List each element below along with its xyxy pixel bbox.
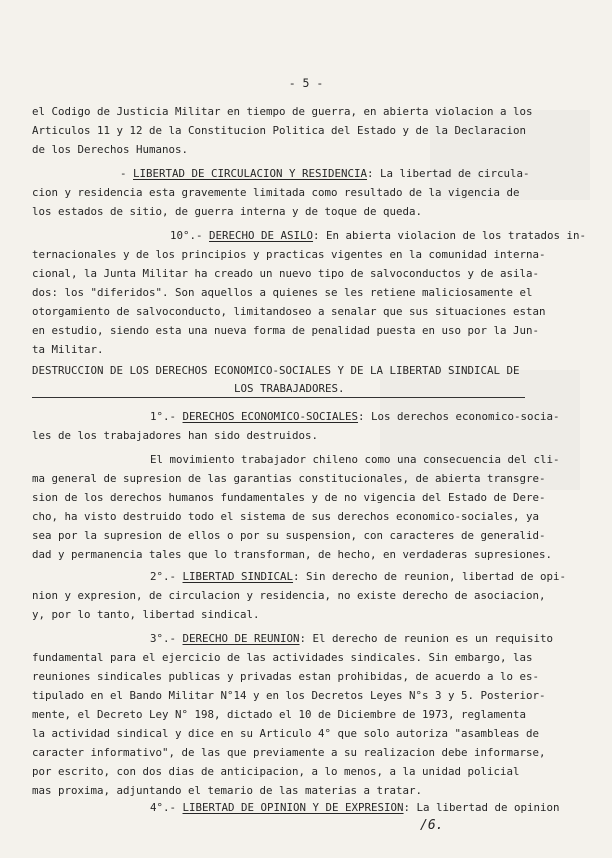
section-derecho-reunion-first-line: 3°.- DERECHO DE REUNION: El derecho de reunion es un requisito (150, 632, 554, 645)
text-line: de los Derechos Humanos. (32, 143, 189, 156)
section-derechos-economicos-first-line: 1°.- DERECHOS ECONOMICO-SOCIALES: Los derechos economico-socia- (150, 410, 560, 423)
text-line: dos: los "diferidos". Son aquellos a quienes se les retiene maliciosamente el (32, 286, 533, 299)
section-heading: DERECHO DE ASILO (209, 229, 314, 242)
text-line: los estados de sitio, de guerra interna y de toque de queda. (32, 205, 423, 218)
text-line: reuniones sindicales publicas y privadas estan prohibidas, de acuerdo a lo es- (32, 670, 540, 683)
section-title-underline (32, 397, 525, 398)
text-line: ma general de supresion de las garantias constitucionales, de abierta transgre- (32, 472, 546, 485)
text-line: fundamental para el ejercicio de las actividades sindicales. Sin embargo, las (32, 651, 533, 664)
text-line: Articulos 11 y 12 de la Constitucion Politica del Estado y de la Declaracion (32, 124, 527, 137)
section-heading: DERECHO DE REUNION (182, 632, 300, 645)
text-line: dad y permanencia tales que lo transforman, de hecho, en verdaderas supresiones. (32, 548, 553, 561)
section-title-line: DESTRUCCION DE LOS DERECHOS ECONOMICO-SOCIALES Y DE LA LIBERTAD SINDICAL DE (32, 364, 520, 377)
text-line: ternacionales y de los principios y practicas vigentes en la comunidad interna- (32, 248, 546, 261)
section-heading: LIBERTAD DE CIRCULACION Y RESIDENCIA (133, 167, 368, 180)
section-derecho-asilo-first-line: 10°.- DERECHO DE ASILO: En abierta violacion de los tratados in- (170, 229, 587, 242)
text-line: el Codigo de Justicia Militar en tiempo de guerra, en abierta violacion a los (32, 105, 533, 118)
text-line: la actividad sindical y dice en su Articulo 4° que solo autoriza "asambleas de (32, 727, 540, 740)
text-line: sea por la supresion de ellos o por su suspension, con caracteres de generalid- (32, 529, 546, 542)
text-line: cion y residencia esta gravemente limitada como resultado de la vigencia de (32, 186, 520, 199)
text-line: otorgamiento de salvoconducto, limitandoseo a senalar que sus situaciones estan (32, 305, 546, 318)
page-number: - 5 - (288, 76, 324, 90)
section-libertad-circulacion-first-line: - LIBERTAD DE CIRCULACION Y RESIDENCIA: La libertad de circula- (120, 167, 530, 180)
next-page-mark: /6. (420, 818, 444, 833)
section-libertad-sindical-first-line: 2°.- LIBERTAD SINDICAL: Sin derecho de reunion, libertad de opi- (150, 570, 567, 583)
text-line: El movimiento trabajador chileno como una consecuencia del cli- (150, 453, 560, 466)
text-line: sion de los derechos humanos fundamentales y de no vigencia del Estado de Dere- (32, 491, 546, 504)
section-heading: LIBERTAD SINDICAL (182, 570, 294, 583)
section-heading: LIBERTAD DE OPINION Y DE EXPRESION (182, 801, 404, 814)
text-line: mente, el Decreto Ley N° 198, dictado el 10 de Diciembre de 1973, reglamenta (32, 708, 527, 721)
text-line: nion y expresion, de circulacion y residencia, no existe derecho de asociacion, (32, 589, 546, 602)
text-line: en estudio, siendo esta una nueva forma de penalidad puesta en uso por la Jun- (32, 324, 540, 337)
section-heading: DERECHOS ECONOMICO-SOCIALES (182, 410, 359, 423)
section-libertad-opinion-first-line: 4°.- LIBERTAD DE OPINION Y DE EXPRESION: La libertad de opinion (150, 801, 560, 814)
text-line: les de los trabajadores han sido destruidos. (32, 429, 319, 442)
text-line: por escrito, con dos dias de anticipacion, a lo menos, a la unidad policial (32, 765, 520, 778)
text-line: caracter informativo", de las que previamente a su realizacion debe informarse, (32, 746, 546, 759)
text-line: ta Militar. (32, 343, 104, 356)
text-line: mas proxima, adjuntando el temario de las materias a tratar. (32, 784, 423, 797)
text-line: cional, la Junta Militar ha creado un nuevo tipo de salvoconductos y de asila- (32, 267, 540, 280)
text-line: y, por lo tanto, libertad sindical. (32, 608, 260, 621)
section-title-line: LOS TRABAJADORES. (234, 382, 345, 395)
text-line: cho, ha visto destruido todo el sistema de sus derechos economico-sociales, ya (32, 510, 540, 523)
text-line: tipulado en el Bando Militar N°14 y en los Decretos Leyes N°s 3 y 5. Posterior- (32, 689, 546, 702)
